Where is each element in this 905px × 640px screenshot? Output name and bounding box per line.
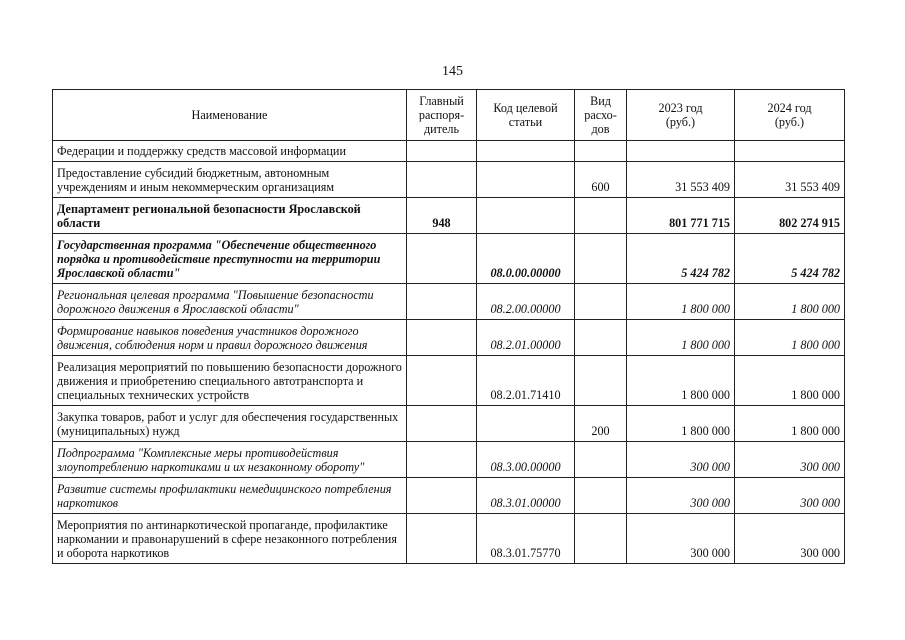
- row-code-cell: 08.2.01.00000: [477, 320, 575, 356]
- row-2024-cell: 1 800 000: [735, 320, 845, 356]
- row-code-cell: [477, 141, 575, 162]
- row-2024-cell: 1 800 000: [735, 284, 845, 320]
- row-2023-cell: 31 553 409: [627, 162, 735, 198]
- row-name-cell: Региональная целевая программа "Повышение безопасности дорожного движения в Ярославской области": [53, 284, 407, 320]
- table-row: [53, 406, 845, 442]
- row-admin-cell: [407, 478, 477, 514]
- table-row: [53, 198, 845, 234]
- row-2024-cell: 1 800 000: [735, 356, 845, 406]
- row-2024-cell: 802 274 915: [735, 198, 845, 234]
- budget-table: [52, 89, 845, 564]
- header-code: Код целевой статьи: [477, 90, 575, 141]
- row-admin-cell: [407, 406, 477, 442]
- table-row: [53, 442, 845, 478]
- row-admin-cell: [407, 234, 477, 284]
- row-2023-cell: 300 000: [627, 514, 735, 564]
- row-admin-cell: [407, 284, 477, 320]
- row-name-cell: Формирование навыков поведения участников дорожного движения, соблюдения норм и правил дорожного движения: [53, 320, 407, 356]
- row-2023-cell: 300 000: [627, 442, 735, 478]
- row-admin-cell: [407, 514, 477, 564]
- row-type-cell: [575, 356, 627, 406]
- row-2024-cell: 31 553 409: [735, 162, 845, 198]
- row-code-cell: 08.0.00.00000: [477, 234, 575, 284]
- row-type-cell: [575, 478, 627, 514]
- table-row: [53, 141, 845, 162]
- row-code-cell: 08.3.01.00000: [477, 478, 575, 514]
- table-row: [53, 356, 845, 406]
- row-2024-cell: 1 800 000: [735, 406, 845, 442]
- row-admin-cell: 948: [407, 198, 477, 234]
- row-type-cell: [575, 198, 627, 234]
- row-2024-cell: [735, 141, 845, 162]
- row-name-cell: Мероприятия по антинаркотической пропаганде, профилактике наркомании и правонарушений в сфере незаконного потребления и оборота наркотиков: [53, 514, 407, 564]
- header-2024: 2024 год (руб.): [735, 90, 845, 141]
- row-type-cell: [575, 514, 627, 564]
- row-name-cell: Федерации и поддержку средств массовой информации: [53, 141, 407, 162]
- row-type-cell: [575, 320, 627, 356]
- row-name-cell: Департамент региональной безопасности Ярославской области: [53, 198, 407, 234]
- row-code-cell: [477, 198, 575, 234]
- row-type-cell: 200: [575, 406, 627, 442]
- row-type-cell: 600: [575, 162, 627, 198]
- row-admin-cell: [407, 442, 477, 478]
- row-code-cell: 08.3.01.75770: [477, 514, 575, 564]
- row-type-cell: [575, 234, 627, 284]
- row-admin-cell: [407, 356, 477, 406]
- table-row: [53, 284, 845, 320]
- row-code-cell: [477, 406, 575, 442]
- row-name-cell: Предоставление субсидий бюджетным, автономным учреждениям и иным некоммерческим организациям: [53, 162, 407, 198]
- row-2024-cell: 300 000: [735, 478, 845, 514]
- row-2023-cell: 801 771 715: [627, 198, 735, 234]
- row-name-cell: Подпрограмма "Комплексные меры противодействия злоупотреблению наркотиками и их незаконному обороту": [53, 442, 407, 478]
- table-row: [53, 162, 845, 198]
- header-2023: 2023 год (руб.): [627, 90, 735, 141]
- row-2023-cell: 1 800 000: [627, 406, 735, 442]
- row-admin-cell: [407, 141, 477, 162]
- row-name-cell: Закупка товаров, работ и услуг для обеспечения государственных (муниципальных) нужд: [53, 406, 407, 442]
- row-name-cell: Реализация мероприятий по повышению безопасности дорожного движения и приобретению специального автотранспорта и специальных технических устройств: [53, 356, 407, 406]
- row-2024-cell: 300 000: [735, 442, 845, 478]
- row-code-cell: 08.2.01.71410: [477, 356, 575, 406]
- table-row: [53, 234, 845, 284]
- row-name-cell: Государственная программа "Обеспечение общественного порядка и противодействие преступности на территории Ярославской области": [53, 234, 407, 284]
- row-2023-cell: 1 800 000: [627, 356, 735, 406]
- row-2024-cell: 5 424 782: [735, 234, 845, 284]
- row-name-cell: Развитие системы профилактики немедицинского потребления наркотиков: [53, 478, 407, 514]
- row-admin-cell: [407, 162, 477, 198]
- header-admin: Главный распоря- дитель: [407, 90, 477, 141]
- table-header-row: [53, 90, 845, 141]
- row-code-cell: 08.3.00.00000: [477, 442, 575, 478]
- table-row: [53, 514, 845, 564]
- row-type-cell: [575, 284, 627, 320]
- row-code-cell: [477, 162, 575, 198]
- header-name: Наименование: [53, 90, 407, 141]
- row-2023-cell: 300 000: [627, 478, 735, 514]
- table-row: [53, 478, 845, 514]
- row-code-cell: 08.2.00.00000: [477, 284, 575, 320]
- row-2023-cell: [627, 141, 735, 162]
- table-row: [53, 320, 845, 356]
- header-type: Вид расхо- дов: [575, 90, 627, 141]
- row-2024-cell: 300 000: [735, 514, 845, 564]
- page-number: 145: [442, 64, 463, 79]
- row-type-cell: [575, 141, 627, 162]
- row-type-cell: [575, 442, 627, 478]
- row-2023-cell: 5 424 782: [627, 234, 735, 284]
- row-2023-cell: 1 800 000: [627, 284, 735, 320]
- row-2023-cell: 1 800 000: [627, 320, 735, 356]
- row-admin-cell: [407, 320, 477, 356]
